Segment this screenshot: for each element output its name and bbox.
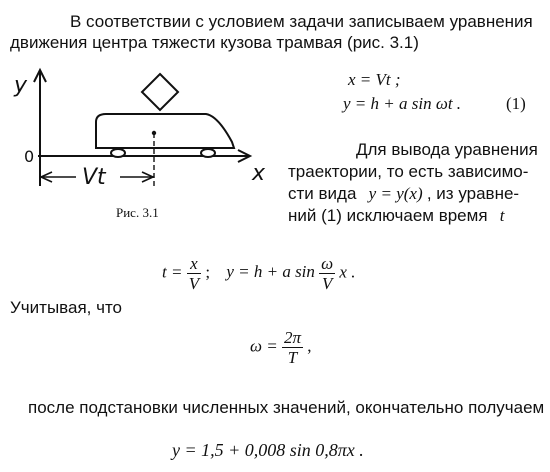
eq2-frac1-den: V [188,274,200,293]
eq2-frac2-num: ω [321,254,334,273]
eq3-num: 2π [283,328,302,347]
origin-label: 0 [24,147,35,166]
eq1-line-1: x = Vt ; [348,70,401,89]
tram-wheel-left [111,149,125,157]
tram-wheel-right [201,149,215,157]
eq2 [162,254,355,293]
right-text-line-3-pre: сти вида [288,184,357,203]
right-text-line-3-expr: y = y(x) [368,184,423,203]
right-text-line-1: Для вывода уравнения [356,140,538,159]
considering-text: Учитывая, что [10,298,123,317]
tram-pantograph [142,74,178,110]
eq3-lhs: ω = [250,336,278,356]
eq2-frac-x-over-v [187,254,201,293]
eq2-frac-omega-over-v [319,254,335,293]
eq2-frac2-den: V [321,274,333,293]
figure-caption: Рис. 3.1 [116,205,159,220]
eq2-tail: x . [339,262,356,282]
right-text-line-4-var: t [499,206,505,225]
eq2-lhs: t = [162,262,183,282]
vt-label: Vt [82,165,106,190]
right-text-line-4-pre: ний (1) исключаем время [288,206,488,225]
right-text-line-3-post: , из уравне- [426,184,520,203]
right-text-line-4 [288,206,505,226]
eq2-mid: y = h + a sin [226,262,315,282]
eq2-sep: ; [205,262,211,282]
figure-tram-diagram [8,62,270,192]
right-text-line-3 [288,184,519,204]
eq2-frac1-num: x [187,254,201,274]
eq3-tail: , [307,336,312,356]
right-text-line-2: траектории, то есть зависимо- [288,162,529,181]
tram-body [96,114,234,148]
eq3 [250,328,312,367]
x-axis-label: x [252,161,266,186]
y-axis-label: y [14,73,28,98]
final-equation: y = 1,5 + 0,008 sin 0,8πx . [172,440,364,460]
after-substitution-text: после подстановки численных значений, окончательно получаем [28,398,545,417]
eq1-line-2: y = h + a sin ωt . [343,94,462,113]
eq3-frac [282,328,303,367]
intro-line-2: движения центра тяжести кузова трамвая (рис. 3.1) [10,33,419,52]
eq3-den: T [287,348,298,367]
eq1-number: (1) [506,94,526,113]
intro-line-1: В соответствии с условием задачи записываем уравнения [70,12,533,31]
